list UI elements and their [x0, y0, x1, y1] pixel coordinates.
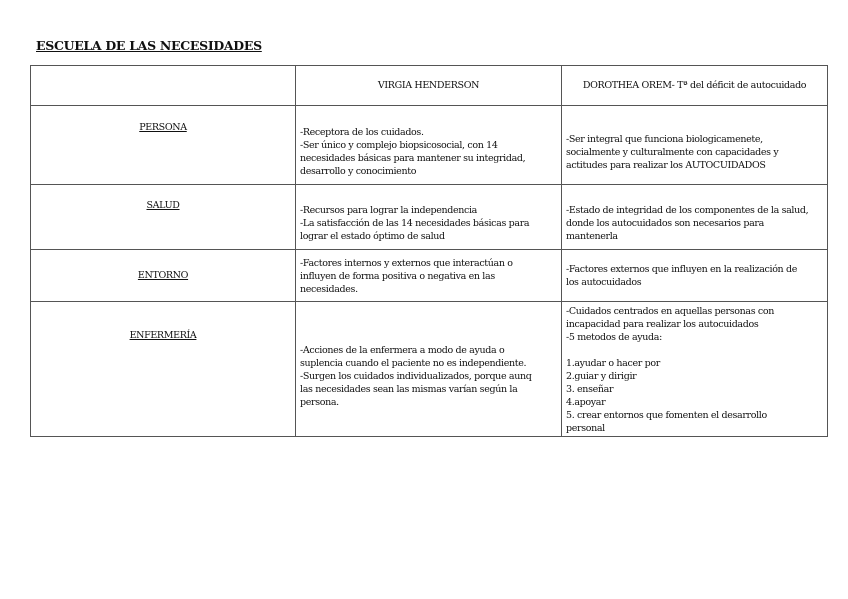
text-line: suplencia cuando el paciente no es independiente. [300, 357, 527, 369]
table-row-entorno [31, 250, 828, 302]
text-line: -Factores externos que influyen en la realización de [566, 263, 798, 275]
text-line: -Ser integral que funciona biologicamenete, [566, 133, 763, 145]
text-line: donde los autocuidados son necesarios para [566, 218, 764, 229]
page-title: ESCUELA DE LAS NECESIDADES [36, 38, 262, 53]
text-line: -Receptora de los cuidados. [300, 127, 424, 138]
cell-henderson-persona [296, 106, 562, 185]
cell-henderson-enfermeria [296, 302, 562, 437]
text-line: actitudes para realizar los AUTOCUIDADOS [566, 159, 766, 171]
text-line: 2.guiar y dirigir [566, 370, 637, 382]
row-label-persona: PERSONA [31, 106, 296, 185]
text-line: -Cuidados centrados en aquellas personas con [566, 305, 775, 317]
cell-orem-entorno [562, 250, 828, 302]
text-line: personal [566, 422, 605, 434]
row-label-entorno: ENTORNO [31, 250, 296, 302]
header-row [31, 66, 828, 106]
text-line: desarrollo y conocimiento [300, 166, 417, 177]
row-label-enfermeria: ENFERMERÍA [31, 302, 296, 437]
text-line: -Estado de integridad de los componentes de la salud, [566, 205, 809, 216]
cell-orem-salud [562, 185, 828, 250]
header-henderson: VIRGIA HENDERSON [296, 66, 562, 106]
text-line: -Ser único y complejo biopsicosocial, con 14 [300, 140, 498, 151]
cell-orem-persona [562, 106, 828, 185]
cell-henderson-entorno [296, 250, 562, 302]
text-line: -Recursos para lograr la independencia [300, 205, 477, 216]
text-line: persona. [300, 396, 339, 408]
text-line: influyen de forma positiva o negativa en las [300, 270, 495, 282]
text-line: las necesidades sean las mismas varían según la [300, 383, 518, 395]
text-line: 1.ayudar o hacer por [566, 357, 660, 369]
header-empty-cell [31, 66, 296, 106]
text-line: -Factores internos y externos que interactúan o [300, 257, 513, 269]
text-line: -5 metodos de ayuda: [566, 331, 662, 343]
text-line: 5. crear entornos que fomenten el desarrollo [566, 409, 767, 421]
blank-line [566, 344, 823, 357]
row-label-salud: SALUD [31, 185, 296, 250]
table-row-salud [31, 185, 828, 250]
text-line: lograr el estado óptimo de salud [300, 231, 445, 242]
comparison-table [30, 65, 828, 437]
text-line: incapacidad para realizar los autocuidados [566, 318, 759, 330]
text-line: los autocuidados [566, 276, 642, 288]
cell-orem-enfermeria [562, 302, 828, 437]
table-row-enfermeria [31, 302, 828, 437]
text-line: -La satisfacción de las 14 necesidades básicas para [300, 218, 530, 229]
text-line: -Surgen los cuidados individualizados, porque aunq [300, 370, 532, 382]
text-line: necesidades. [300, 283, 358, 295]
text-line: 3. enseñar [566, 383, 614, 395]
text-line: 4.apoyar [566, 396, 606, 408]
cell-henderson-salud [296, 185, 562, 250]
text-line: socialmente y culturalmente con capacidades y [566, 146, 779, 158]
header-orem: DOROTHEA OREM- Tª del déficit de autocuidado [562, 66, 828, 106]
text-line: -Acciones de la enfermera a modo de ayuda o [300, 344, 505, 356]
text-line: mantenerla [566, 231, 618, 242]
table-row-persona [31, 106, 828, 185]
text-line: necesidades básicas para mantener su integridad, [300, 153, 526, 164]
